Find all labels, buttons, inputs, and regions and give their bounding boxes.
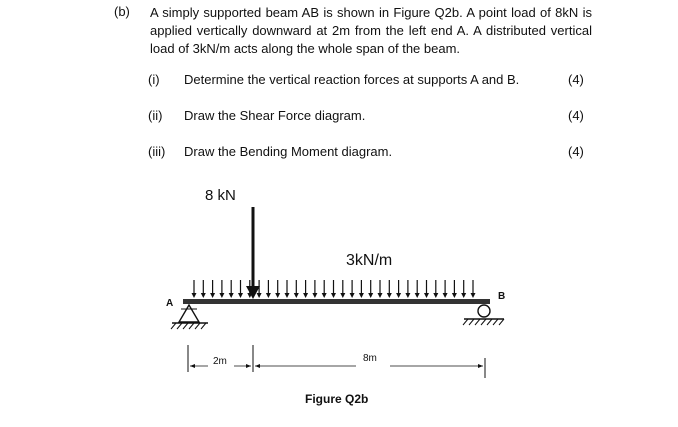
udl-arrow-head <box>424 293 429 298</box>
dimension-line <box>188 345 485 378</box>
udl-arrow-head <box>387 293 392 298</box>
udl-arrow-head <box>452 293 457 298</box>
udl-arrow-head <box>266 293 271 298</box>
support-a-label: A <box>166 298 174 309</box>
udl-arrow-head <box>294 293 299 298</box>
beam <box>183 299 490 304</box>
question-text: Draw the Bending Moment diagram. <box>184 144 393 159</box>
udl-arrow-head <box>219 293 224 298</box>
udl-arrow-head <box>285 293 290 298</box>
point-load-label: 8 kN <box>205 187 236 204</box>
part-label: (b) <box>114 4 130 19</box>
udl-arrow-head <box>359 293 364 298</box>
udl-arrow-head <box>201 293 206 298</box>
dimension-2m-label: 2m <box>213 356 227 367</box>
udl-arrow-head <box>238 293 243 298</box>
udl-arrow-head <box>303 293 308 298</box>
udl-arrow-head <box>396 293 401 298</box>
udl-arrow-head <box>378 293 383 298</box>
udl-arrow-head <box>331 293 336 298</box>
question-number: (iii) <box>148 144 166 159</box>
udl-arrow-head <box>350 293 355 298</box>
udl-arrow-head <box>275 293 280 298</box>
udl-arrow-head <box>340 293 345 298</box>
udl-arrow-head <box>405 293 410 298</box>
distributed-load-arrows <box>192 280 476 298</box>
udl-arrow-head <box>443 293 448 298</box>
udl-arrow-head <box>471 293 476 298</box>
question-text: Determine the vertical reaction forces at supports A and B. <box>184 72 520 87</box>
figure-caption: Figure Q2b <box>305 392 369 406</box>
dimension-8m-label: 8m <box>363 353 377 364</box>
udl-arrow-head <box>433 293 438 298</box>
problem-statement: A simply supported beam AB is shown in Figure Q2b. A point load of 8kN is applied vertically downward at 2m from the left end A. A distributed vertical load of 3kN/m acts along the whole span of the beam. <box>150 5 592 56</box>
question-text: Draw the Shear Force diagram. <box>184 108 366 123</box>
udl-arrow-head <box>322 293 327 298</box>
udl-label: 3kN/m <box>346 252 393 269</box>
udl-arrow-head <box>461 293 466 298</box>
udl-arrow-head <box>192 293 197 298</box>
udl-arrow-head <box>415 293 420 298</box>
question-marks: (4) <box>568 72 584 87</box>
udl-arrow-head <box>257 293 262 298</box>
udl-arrow-head <box>229 293 234 298</box>
point-load-arrow <box>246 207 260 299</box>
udl-arrow-head <box>368 293 373 298</box>
question-marks: (4) <box>568 108 584 123</box>
udl-arrow-head <box>312 293 317 298</box>
udl-arrow-head <box>210 293 215 298</box>
roller-support-b <box>463 305 504 325</box>
question-marks: (4) <box>568 144 584 159</box>
pin-support-a <box>171 305 208 329</box>
question-number: (ii) <box>148 108 163 123</box>
question-number: (i) <box>148 72 160 87</box>
support-b-label: B <box>498 291 506 302</box>
